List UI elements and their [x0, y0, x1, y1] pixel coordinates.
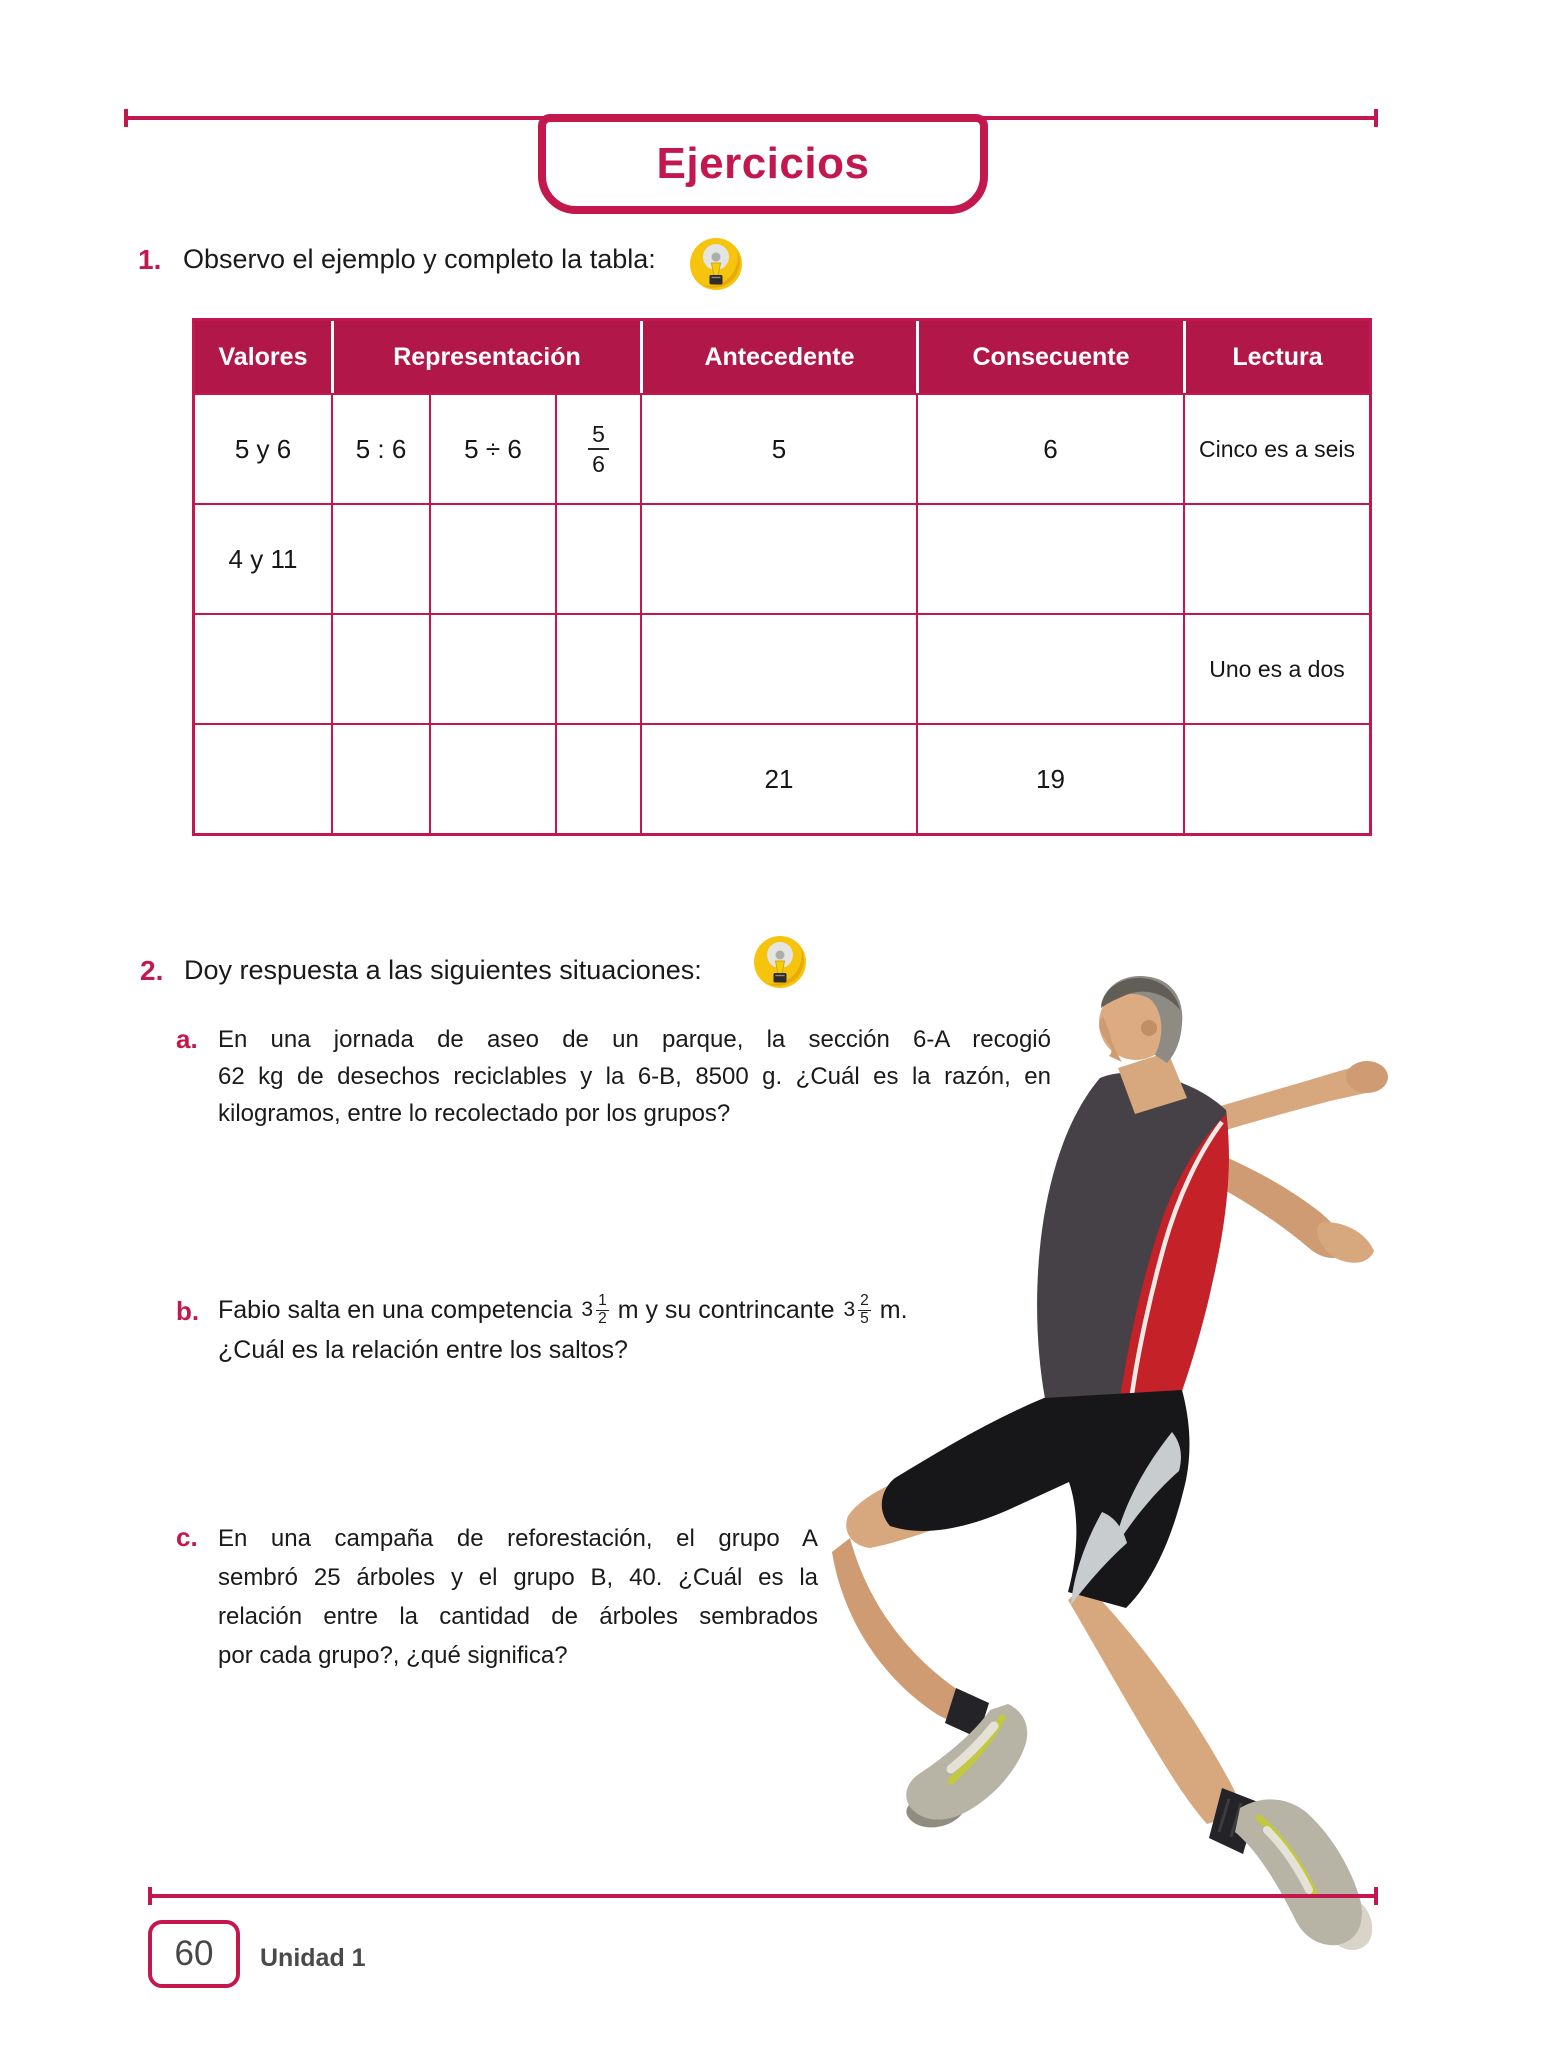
cell-rep-fraction: [555, 613, 640, 723]
fraction-whole: 3: [843, 1298, 856, 1321]
item-a-line: kilogramos, entre lo recolectado por los grupos?: [218, 1100, 731, 1127]
fraction-denominator: 6: [592, 451, 605, 477]
exercise1-prompt: Observo el ejemplo y completo la tabla:: [183, 244, 656, 274]
cell-rep-colon: 5 : 6: [331, 393, 429, 503]
fraction: [588, 421, 609, 478]
page-title: Ejercicios: [656, 139, 870, 188]
item-b-text: m.: [879, 1295, 908, 1324]
ratios-table: [192, 318, 1372, 836]
fraction-denominator: 5: [860, 1309, 869, 1327]
cell-lectura: [1183, 723, 1369, 833]
item-a-line: 62 kg de desechos reciclables y la 6-B, 8500 g. ¿Cuál es la razón, en: [218, 1063, 1051, 1090]
fraction-numerator: 1: [598, 1291, 607, 1309]
section-title-box: [538, 114, 988, 214]
cell-valores: [195, 613, 331, 723]
top-rule-right-tick: [1374, 109, 1378, 127]
unit-label: Unidad 1: [260, 1944, 366, 1972]
cell-rep-division: [429, 723, 555, 833]
col-header-lectura: Lectura: [1183, 321, 1369, 393]
cell-lectura: Uno es a dos: [1183, 613, 1369, 723]
item-a-label: a.: [176, 1024, 198, 1054]
item-b-label: b.: [176, 1296, 200, 1326]
fraction-numerator: 5: [588, 421, 609, 450]
cell-rep-division: [429, 613, 555, 723]
cell-rep-fraction: [555, 723, 640, 833]
bottom-rule: [150, 1894, 1378, 1898]
bottom-rule-left-tick: [148, 1887, 152, 1905]
item-c-line: En una campaña de reforestación, el grupo A: [218, 1525, 818, 1552]
cell-consecuente: [916, 503, 1183, 613]
cell-lectura: [1183, 503, 1369, 613]
cell-rep-fraction: [555, 503, 640, 613]
page-number: 60: [174, 1934, 214, 1973]
item-c-paragraph: [218, 1519, 818, 1675]
cell-consecuente: 6: [916, 393, 1183, 503]
cell-antecedente: [640, 503, 916, 613]
col-header-consecuente: Consecuente: [916, 321, 1183, 393]
page-number-box: [148, 1920, 240, 1988]
item-c-line: relación entre la cantidad de árboles sembrados: [218, 1603, 818, 1630]
long-jumper-photo: [770, 950, 1430, 1960]
bottom-rule-right-tick: [1374, 1887, 1378, 1905]
cell-valores: 5 y 6: [195, 393, 331, 503]
item-c-line: por cada grupo?, ¿qué significa?: [218, 1642, 568, 1669]
mixed-fraction: [581, 1293, 608, 1327]
cell-antecedente: 21: [640, 723, 916, 833]
cell-valores: 4 y 11: [195, 503, 331, 613]
col-header-representacion: Representación: [331, 321, 640, 393]
exercise1-number: 1.: [138, 244, 162, 275]
item-c-label: c.: [176, 1522, 198, 1552]
item-b-text: m y su contrincante: [617, 1295, 835, 1324]
cell-antecedente: [640, 613, 916, 723]
exercise2-prompt: Doy respuesta a las siguientes situaciones:: [184, 955, 702, 985]
fraction-denominator: 2: [598, 1309, 607, 1327]
cell-consecuente: 19: [916, 723, 1183, 833]
cell-lectura: Cinco es a seis: [1183, 393, 1369, 503]
cell-rep-colon: [331, 613, 429, 723]
top-rule-left-tick: [124, 109, 128, 127]
cell-rep-division: [429, 503, 555, 613]
cell-consecuente: [916, 613, 1183, 723]
exercise2-number: 2.: [140, 955, 164, 986]
item-c-line: sembró 25 árboles y el grupo B, 40. ¿Cuál es la: [218, 1564, 818, 1591]
cell-rep-colon: [331, 503, 429, 613]
item-b-line2: ¿Cuál es la relación entre los saltos?: [218, 1336, 628, 1364]
cell-antecedente: 5: [640, 393, 916, 503]
cell-rep-division: 5 ÷ 6: [429, 393, 555, 503]
cell-rep-fraction: [555, 393, 640, 503]
cell-valores: [195, 723, 331, 833]
col-header-antecedente: Antecedente: [640, 321, 916, 393]
item-a-line: En una jornada de aseo de un parque, la sección 6-A recogió: [218, 1026, 1051, 1053]
col-header-valores: Valores: [195, 321, 331, 393]
lightbulb-icon: [688, 236, 744, 292]
item-b-text: Fabio salta en una competencia: [218, 1295, 573, 1324]
fraction-numerator: 2: [860, 1291, 869, 1309]
cell-rep-colon: [331, 723, 429, 833]
fraction-whole: 3: [581, 1298, 594, 1321]
